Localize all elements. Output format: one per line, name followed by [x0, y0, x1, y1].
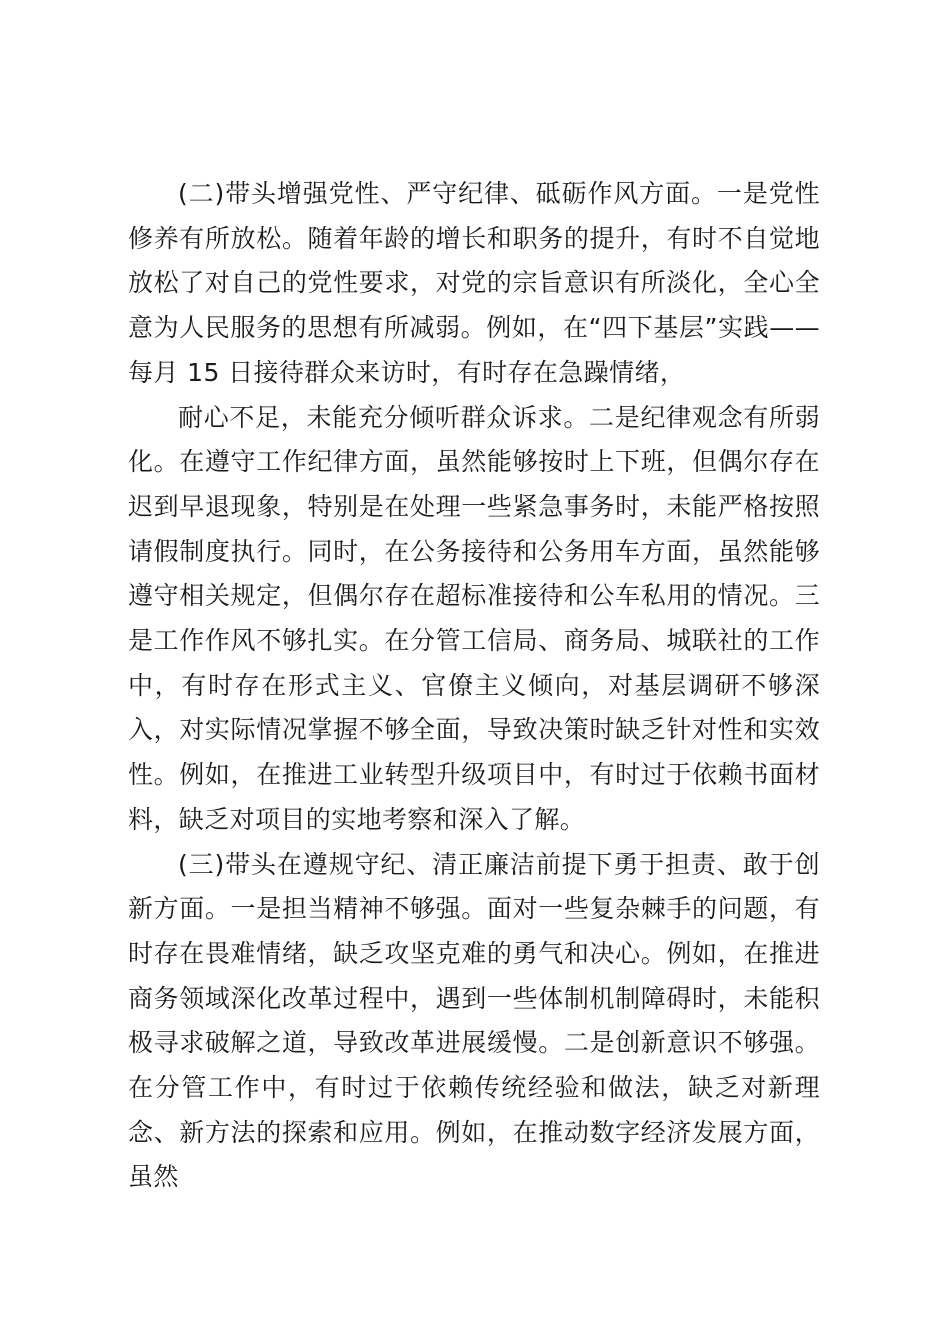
paragraph-section-2-continued: 耐心不足，未能充分倾听群众诉求。二是纪律观念有所弱化。在遵守工作纪律方面，虽然能够按时上下班，但偶尔存在迟到早退现象，特别是在处理一些紧急事务时，未能严格按照请假制度执行。同时，在公务接待和公务用车方面，虽然能够遵守相关规定，但偶尔存在超标准接待和公车私用的情况。三是工作作风不够扎实。在分管工信局、商务局、城联社的工作中，有时存在形式主义、官僚主义倾向，对基层调研不够深入，对实际情况掌握不够全面，导致决策时缺乏针对性和实效性。例如，在推进工业转型升级项目中，有时过于依赖书面材料，缺乏对项目的实地考察和深入了解。: [128, 402, 820, 834]
paragraph-section-2: (二)带头增强党性、严守纪律、砥砺作风方面。一是党性修养有所放松。随着年龄的增长和职务的提升，有时不自觉地放松了对自己的党性要求，对党的宗旨意识有所淡化，全心全意为人民服务的思想有所减弱。例如，在“四下基层”实践——每月 15 日接待群众来访时，有时存在急躁情绪，: [128, 179, 820, 387]
document-body: [128, 172, 820, 1200]
paragraph-section-3: (三)带头在遵规守纪、清正廉洁前提下勇于担责、敢于创新方面。一是担当精神不够强。面对一些复杂棘手的问题，有时存在畏难情绪，缺乏攻坚克难的勇气和决心。例如，在推进商务领域深化改革过程中，遇到一些体制机制障碍时，未能积极寻求破解之道，导致改革进展缓慢。二是创新意识不够强。在分管工作中，有时过于依赖传统经验和做法，缺乏对新理念、新方法的探索和应用。例如，在推动数字经济发展方面，虽然: [128, 849, 820, 1192]
